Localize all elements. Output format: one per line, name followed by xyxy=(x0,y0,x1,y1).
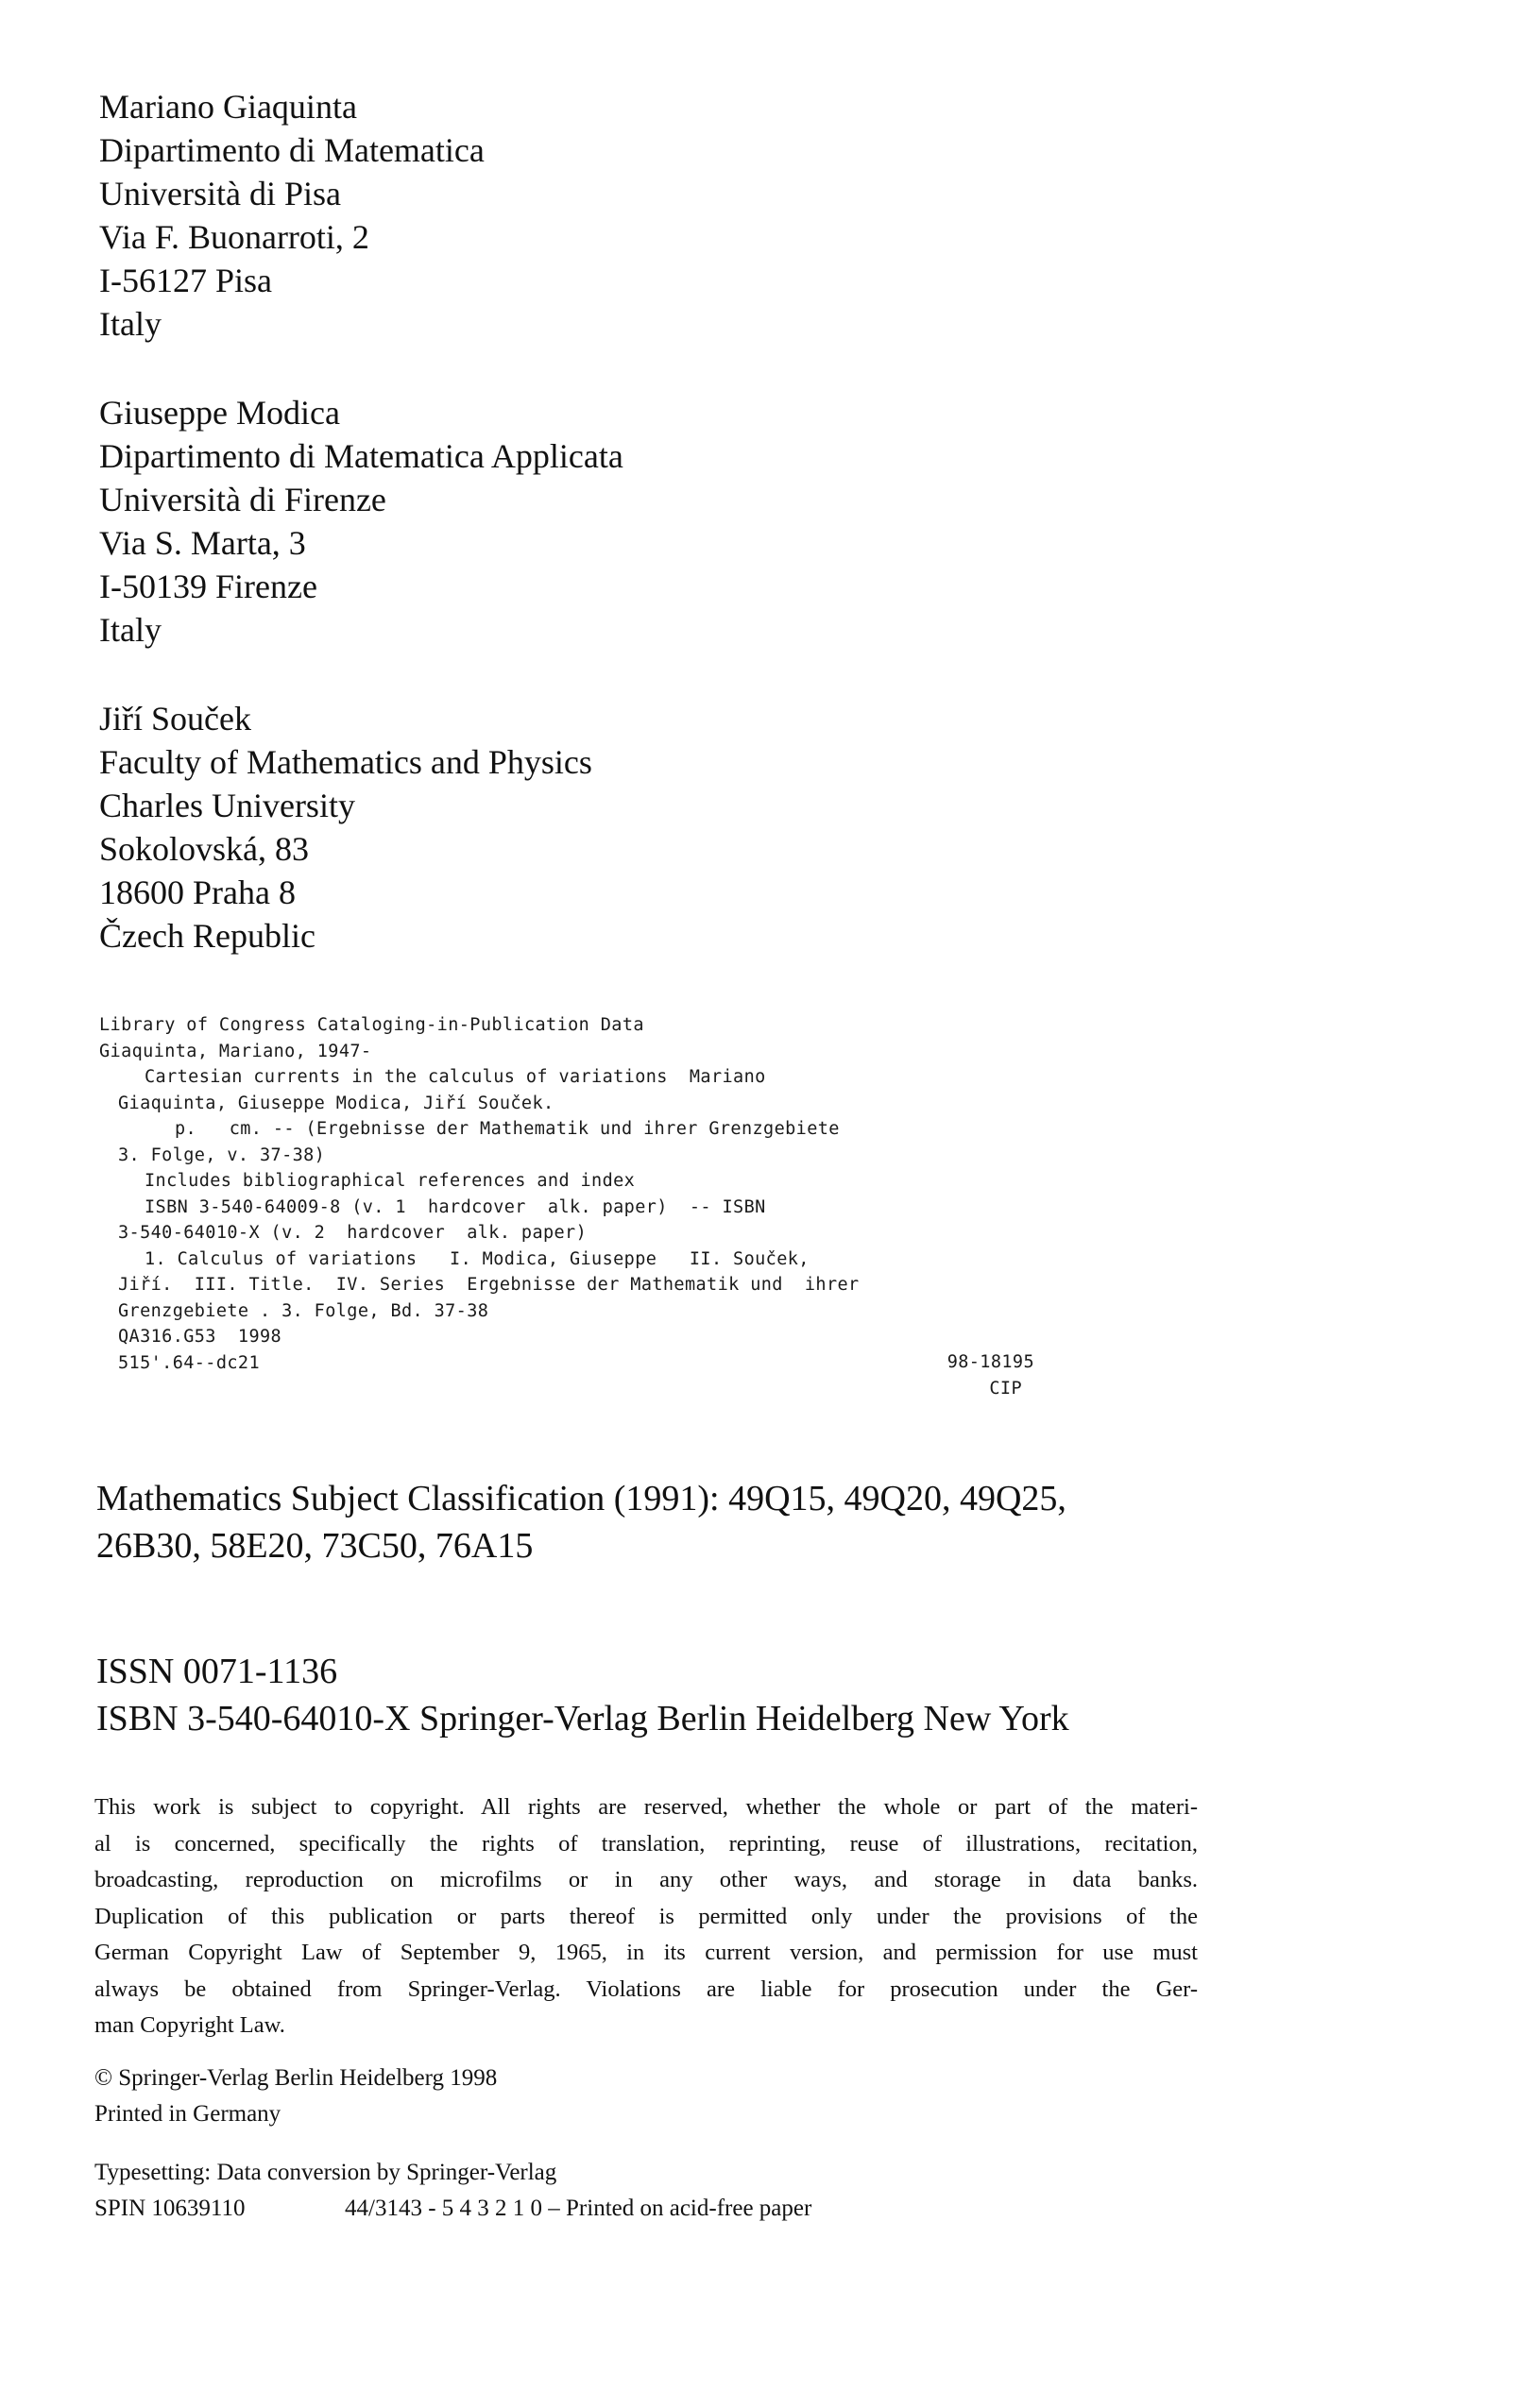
cip-subjects: 1. Calculus of variations I. Modica, Giuseppe II. Souček, xyxy=(145,1248,810,1269)
copyright-line: always be obtained from Springer-Verlag. Violations are liable for prosecution under the Ger- xyxy=(94,1976,1198,2002)
author-street: Via S. Marta, 3 xyxy=(99,524,306,562)
cip-isbn-1: ISBN 3-540-64009-8 (v. 1 hardcover alk. paper) -- ISBN xyxy=(145,1196,766,1217)
publisher-block xyxy=(94,2060,1134,2132)
copyright-line: broadcasting, reproduction on microfilms or in any other ways, and storage in data banks. xyxy=(94,1867,1198,1892)
author-department: Dipartimento di Matematica Applicata xyxy=(99,437,623,475)
cip-authors: Giaquinta, Giuseppe Modica, Jiří Souček. xyxy=(118,1093,554,1113)
cip-series-volume: 3. Folge, v. 37-38) xyxy=(118,1145,326,1165)
author-department: Faculty of Mathematics and Physics xyxy=(99,743,592,781)
author-postcode-city: I-56127 Pisa xyxy=(99,262,272,299)
author-street: Via F. Buonarroti, 2 xyxy=(99,218,369,256)
cip-physical: p. cm. -- (Ergebnisse der Mathematik und ihrer Grenzgebiete xyxy=(175,1119,840,1139)
author-name: Jiří Souček xyxy=(99,700,251,738)
cip-lc-call-number: QA316.G53 1998 xyxy=(118,1327,282,1347)
author-address-soucek xyxy=(99,697,949,958)
cip-main-entry: Giaquinta, Mariano, 1947- xyxy=(99,1041,372,1061)
cip-dewey: 515'.64--dc21 xyxy=(118,1352,260,1373)
copyright-notice xyxy=(94,1789,1198,2044)
author-department: Dipartimento di Matematica xyxy=(99,131,485,169)
publisher-copyright: © Springer-Verlag Berlin Heidelberg 1998 xyxy=(94,2065,498,2091)
cip-title: Cartesian currents in the calculus of variations Mariano xyxy=(145,1067,766,1087)
copyright-line: man Copyright Law. xyxy=(94,2012,285,2038)
author-address-modica xyxy=(99,391,949,652)
copyright-line: German Copyright Law of September 9, 1965, in its current version, and permission for use must xyxy=(94,1940,1198,1965)
spin-number: SPIN 10639110 xyxy=(94,2196,246,2221)
cip-tag: CIP xyxy=(989,1379,1022,1399)
cip-data-block xyxy=(99,1012,1044,1376)
spin-row xyxy=(94,2191,1134,2227)
author-name: Giuseppe Modica xyxy=(99,394,340,432)
production-block xyxy=(94,2155,1134,2227)
cip-series-cont: Grenzgebiete . 3. Folge, Bd. 37-38 xyxy=(118,1300,489,1321)
author-university: Charles University xyxy=(99,787,355,824)
author-postcode-city: I-50139 Firenze xyxy=(99,568,317,605)
copyright-line: This work is subject to copyright. All rights are reserved, whether the whole or part of the materi- xyxy=(94,1794,1198,1820)
printed-in: Printed in Germany xyxy=(94,2101,281,2127)
print-info: 44/3143 - 5 4 3 2 1 0 – Printed on acid-free paper xyxy=(345,2196,812,2221)
author-street: Sokolovská, 83 xyxy=(99,830,310,868)
issn: ISSN 0071-1136 xyxy=(96,1652,338,1691)
author-country: Čzech Republic xyxy=(99,917,316,955)
author-country: Italy xyxy=(99,305,162,343)
cip-note: Includes bibliographical references and index xyxy=(145,1171,636,1191)
cip-heading: Library of Congress Cataloging-in-Publication Data xyxy=(99,1015,644,1035)
author-postcode-city: 18600 Praha 8 xyxy=(99,873,296,911)
identifiers xyxy=(96,1648,1230,1742)
classification-line-1: Mathematics Subject Classification (1991): 49Q15, 49Q20, 49Q25, xyxy=(96,1479,1066,1518)
author-name: Mariano Giaquinta xyxy=(99,88,357,126)
classification-line-2: 26B30, 58E20, 73C50, 76A15 xyxy=(96,1526,534,1566)
author-university: Università di Pisa xyxy=(99,175,341,212)
cip-lccn: 98-18195 xyxy=(947,1352,1034,1372)
author-country: Italy xyxy=(99,611,162,649)
author-university: Università di Firenze xyxy=(99,481,386,518)
copyright-line: al is concerned, specifically the rights of translation, reprinting, reuse of illustrations, recitation, xyxy=(94,1830,1198,1857)
copyright-line: Duplication of this publication or parts thereof is permitted only under the provisions of the xyxy=(94,1903,1198,1929)
subject-classification xyxy=(96,1475,1230,1569)
cip-isbn-2: 3-540-64010-X (v. 2 hardcover alk. paper) xyxy=(118,1223,588,1243)
typesetting-note: Typesetting: Data conversion by Springer-Verlag xyxy=(94,2160,557,2185)
author-address-giaquinta xyxy=(99,85,949,346)
isbn: ISBN 3-540-64010-X Springer-Verlag Berlin Heidelberg New York xyxy=(96,1699,1069,1738)
cip-subjects-cont: Jiří. III. Title. IV. Series Ergebnisse der Mathematik und ihrer xyxy=(118,1275,860,1295)
